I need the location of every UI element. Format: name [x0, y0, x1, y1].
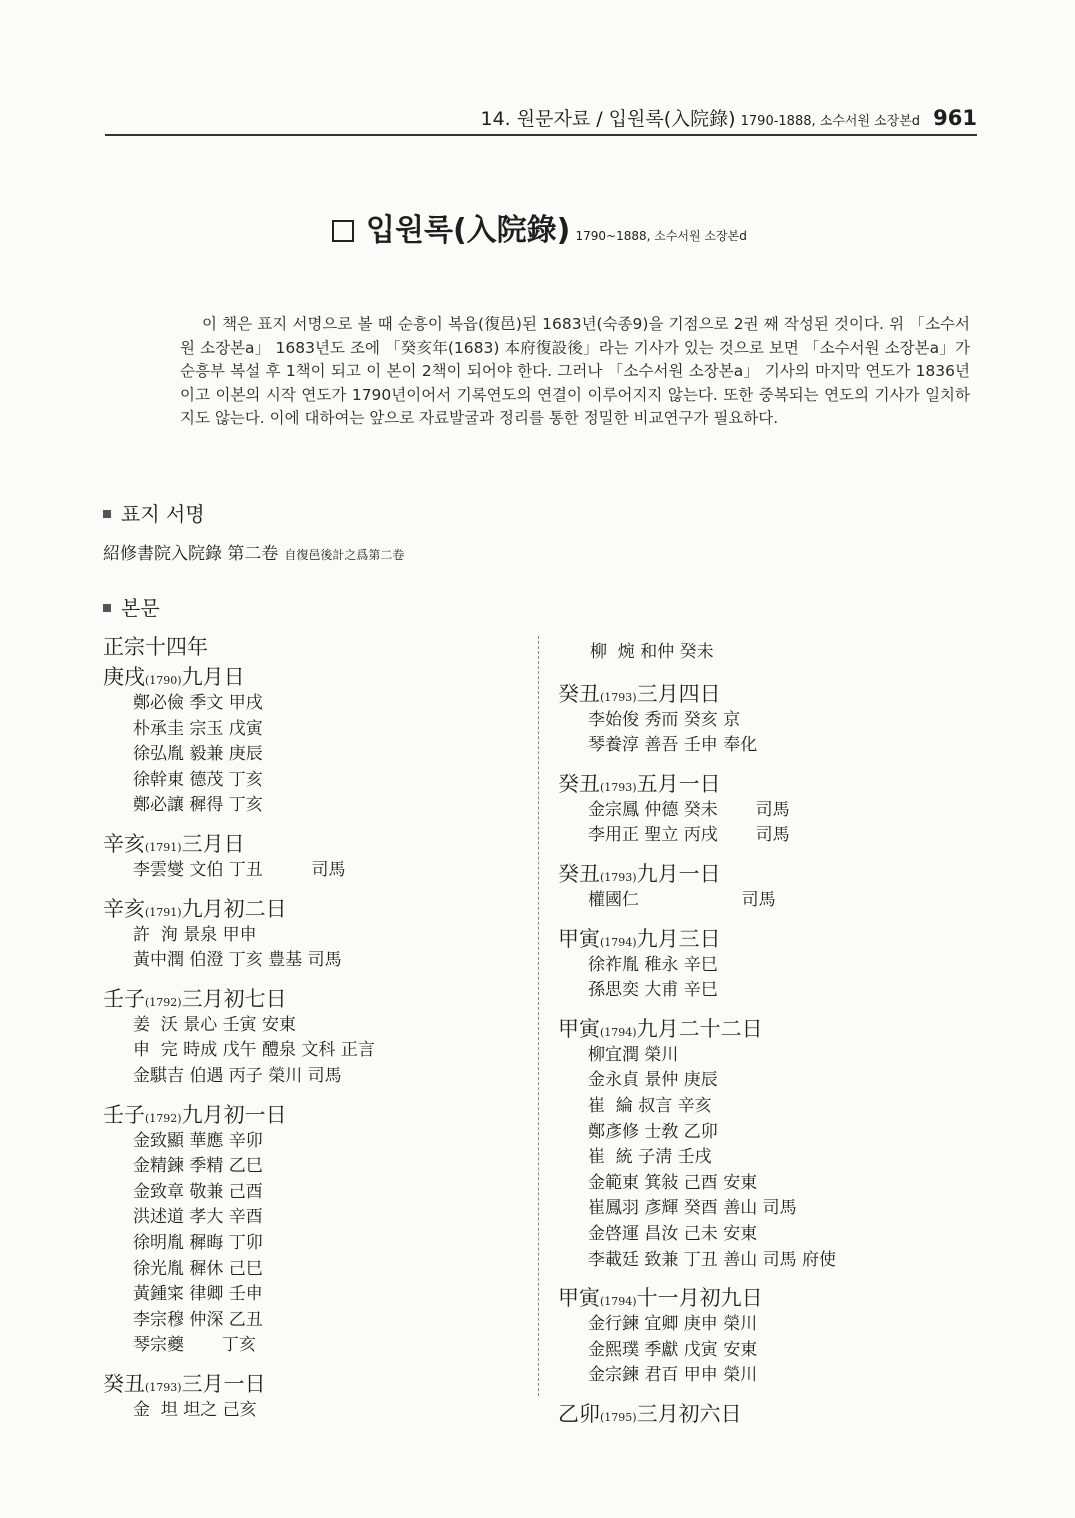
entry-date: [103, 895, 523, 923]
record-entry: [558, 1400, 978, 1428]
page-number: 961: [933, 106, 977, 130]
name-line: 徐祚胤 稚永 辛巳: [588, 954, 718, 975]
name-line: 金啓運 昌汝 己未 安東: [588, 1223, 758, 1244]
record-entry: [558, 680, 978, 759]
entry-era: 乙卯: [558, 1401, 600, 1426]
entry-month-day: 三月四日: [636, 681, 721, 706]
entry-year: (1793): [145, 1380, 182, 1394]
name-line: 琴宗夔 丁亥: [133, 1335, 256, 1356]
title-main: 입원록(入院錄): [366, 213, 571, 248]
entry-era: 壬子: [103, 986, 145, 1011]
cover-title-heading: [103, 498, 205, 527]
name-line: 孫思奕 大甫 辛巳: [588, 980, 718, 1001]
right-entries: [558, 680, 978, 1428]
entry-era: 甲寅: [558, 1016, 600, 1041]
entry-era: 癸丑: [558, 861, 600, 886]
name-line: 鄭必讓 穉得 丁亥: [133, 795, 263, 816]
header-text: [481, 104, 978, 131]
entry-year: (1790): [145, 674, 182, 687]
entry-date: [558, 770, 978, 798]
record-entry: [558, 770, 978, 849]
entry-month-day: 九月一日: [636, 861, 721, 886]
entry-month-day: 九月初一日: [181, 1102, 287, 1127]
entry-year: (1792): [145, 995, 182, 1009]
name-line: 金致章 敬兼 己酉: [133, 1181, 263, 1202]
name-line: 金精鍊 季精 乙巳: [133, 1156, 263, 1177]
name-line: 柳宜潤 榮川: [588, 1044, 679, 1065]
entry-month-day: 五月一日: [636, 771, 721, 796]
record-entry: [558, 1015, 978, 1273]
name-line: 金騏吉 伯遇 丙子 榮川 司馬: [133, 1065, 342, 1086]
name-line: 金致顯 華應 辛卯: [133, 1130, 263, 1151]
entry-month-day: 三月初七日: [181, 986, 287, 1011]
body-heading: [103, 592, 160, 621]
entry-year: (1794): [600, 935, 637, 949]
name-line: 金熙璞 季獻 戊寅 安東: [588, 1339, 758, 1360]
entry-date: [103, 663, 523, 691]
name-line: 申 完 時成 戊午 醴泉 文科 正言: [133, 1040, 375, 1061]
entry-date: [103, 985, 523, 1013]
name-line: 金 坦 坦之 己亥: [133, 1399, 257, 1420]
entry-era: 甲寅: [558, 1286, 600, 1311]
entry-era: 甲寅: [558, 926, 600, 951]
reign-heading-text: 正宗十四年: [103, 635, 208, 659]
entry-date: [103, 1370, 523, 1398]
record-entry: [558, 925, 978, 1004]
record-entry: [103, 895, 523, 974]
reign-heading: [103, 633, 523, 661]
name-line: 徐光胤 穉休 己巳: [133, 1258, 263, 1279]
entry-era: 庚戌: [103, 665, 145, 689]
record-entry: [103, 985, 523, 1090]
right-column: [558, 640, 978, 1439]
entry-year: (1793): [600, 780, 637, 794]
entry-era: 辛亥: [103, 896, 145, 921]
entry-date: [558, 680, 978, 708]
record-entry: [558, 1284, 978, 1389]
document-title: [332, 205, 747, 249]
entry-year: (1792): [145, 1111, 182, 1125]
entry-month-day: 九月二十二日: [636, 1016, 763, 1041]
entry-year: (1793): [600, 690, 637, 704]
square-bullet-icon: [103, 510, 111, 518]
name-line: 金宗鳳 仲德 癸未 司馬: [588, 799, 790, 820]
entry-year: (1795): [600, 1410, 637, 1424]
square-bullet-icon: [103, 604, 111, 612]
header-title: 14. 원문자료 / 입원록(入院錄): [480, 108, 736, 130]
cover-title-main: 紹修書院入院錄 第二卷: [103, 544, 279, 564]
entry-date: [558, 860, 978, 888]
record-entry: [103, 1101, 523, 1359]
name-line: 鄭彥修 士敎 乙卯: [588, 1121, 718, 1142]
cover-title-note: 自復邑後計之爲第二卷: [284, 548, 405, 562]
left-column: [103, 633, 523, 1434]
entry-year: (1794): [600, 1025, 637, 1039]
name-line: 李宗穆 仲深 乙丑: [133, 1309, 263, 1330]
intro-paragraph: 이 책은 표지 서명으로 볼 때 순흥이 복읍(復邑)된 1683년(숙종9)을 기점으로 2권 째 작성된 것이다. 위 「소수서원 소장본a」 1683년도 조에 「癸亥年(1683) 本府復設後」라는 기사가 있는 것으로 보면 「소수서원 소장본a」가 순흥부 복설 후 1책이 되고 이 본이 2책이 되어야 한다. 그러나 「소수서원 소장본a」 기사의 마지막 연도가 1836년이고 이본의 시작 연도가 1790년이어서 기록연도의 연결이 이루어지지 않는다. 또한 중복되는 연도의 기사가 일치하지도 않는다. 이에 대하여는 앞으로 자료발굴과 정리를 통한 정밀한 비교연구가 필요하다.: [180, 315, 970, 427]
record-entry: [103, 830, 523, 884]
name-line: 李載廷 致兼 丁丑 善山 司馬 府使: [588, 1249, 837, 1270]
entry-year: (1791): [145, 905, 182, 919]
name-line: 洪述道 孝大 辛酉: [133, 1207, 263, 1228]
entry-month-day: 九月日: [181, 665, 245, 689]
cover-title: [103, 539, 404, 564]
square-bullet-icon: [332, 220, 354, 242]
name-line: 姜 沃 景心 壬寅 安東: [133, 1014, 297, 1035]
entry-month-day: 九月三日: [636, 926, 721, 951]
name-line: 許 洵 景泉 甲申: [133, 924, 257, 945]
record-entry: [103, 663, 523, 819]
name-line: 琴養淳 善吾 壬申 奉化: [588, 735, 758, 756]
name-line: 徐明胤 穉晦 丁卯: [133, 1232, 263, 1253]
entry-month-day: 十一月初九日: [636, 1286, 763, 1311]
entry-month-day: 三月一日: [181, 1371, 266, 1396]
name-line: 徐弘胤 毅兼 庚辰: [133, 744, 263, 765]
entry-era: 癸丑: [558, 681, 600, 706]
name-line: 崔 綸 叔言 辛亥: [588, 1095, 712, 1116]
entry-month-day: 三月初六日: [636, 1401, 742, 1426]
cover-title-heading-label: 표지 서명: [121, 502, 205, 526]
name-line: 徐幹東 德茂 丁亥: [133, 769, 263, 790]
header-subtitle: 1790-1888, 소수서원 소장본d: [740, 114, 921, 129]
entry-era: 癸丑: [558, 771, 600, 796]
entry-month-day: 三月日: [181, 831, 245, 856]
name-line: 李雲燮 文伯 丁丑 司馬: [133, 859, 346, 880]
entry-month-day: 九月初二日: [181, 896, 287, 921]
name-line: 崔鳳羽 彥輝 癸酉 善山 司馬: [588, 1198, 797, 1219]
entry-era: 壬子: [103, 1102, 145, 1127]
left-entries: [103, 663, 523, 1423]
name-line: 金宗鍊 君百 甲申 榮川: [588, 1365, 758, 1386]
name-line: 黃中潤 伯澄 丁亥 豊基 司馬: [133, 950, 342, 971]
column-divider: [538, 636, 539, 1396]
name-line: 李用正 聖立 丙戌 司馬: [588, 825, 790, 846]
entry-date: [103, 1101, 523, 1129]
entry-date: [558, 1284, 978, 1312]
name-line: 權國仁 司馬: [588, 889, 776, 910]
running-header: [105, 108, 977, 136]
name-line: 李始俊 秀而 癸亥 京: [588, 709, 741, 730]
name-line: 金行鍊 宜卿 庚申 榮川: [588, 1314, 758, 1335]
name-line: 崔 統 子淸 壬戌: [588, 1147, 712, 1168]
entry-date: [558, 1015, 978, 1043]
name-line: 黃鍾寀 律卿 壬申: [133, 1284, 263, 1305]
entry-era: 辛亥: [103, 831, 145, 856]
entry-date: [558, 925, 978, 953]
entry-year: (1793): [600, 870, 637, 884]
entry-era: 癸丑: [103, 1371, 145, 1396]
title-subtitle: 1790~1888, 소수서원 소장본d: [575, 229, 747, 243]
entry-date: [558, 1400, 978, 1428]
record-entry: [103, 1370, 523, 1424]
record-entry: [558, 860, 978, 914]
entry-year: (1791): [145, 840, 182, 854]
name-line: 金範東 箕敍 己酉 安東: [588, 1172, 758, 1193]
name-line: 金永貞 景仲 庚辰: [588, 1070, 718, 1091]
continued-name-line: 柳 焥 和仲 癸未: [590, 642, 714, 662]
entry-year: (1794): [600, 1295, 637, 1309]
name-line: 鄭必儉 季文 甲戌: [133, 693, 263, 713]
body-heading-label: 본문: [121, 596, 160, 620]
entry-date: [103, 830, 523, 858]
name-line: 朴承圭 宗玉 戊寅: [133, 718, 263, 739]
